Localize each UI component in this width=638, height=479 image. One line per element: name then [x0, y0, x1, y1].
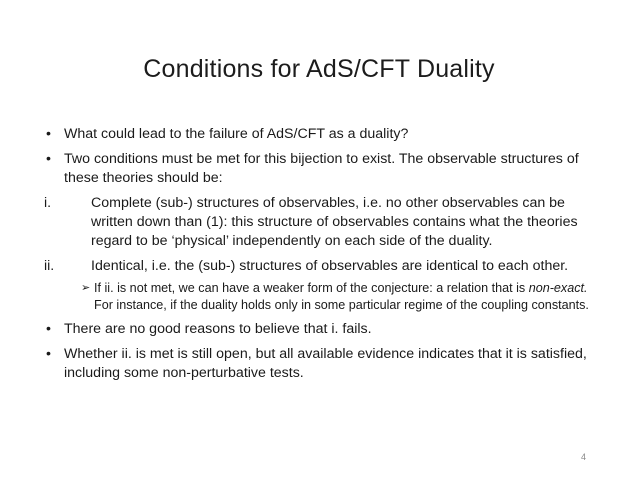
- bullet-marker: •: [46, 346, 51, 362]
- bullet-marker: •: [46, 126, 51, 142]
- bullet-text: Two conditions must be met for this bijection to exist. The observable structures of these theories should be:: [64, 151, 579, 186]
- bullet-marker: •: [46, 321, 51, 337]
- condition-item-i: [44, 194, 604, 251]
- bullet-item: [44, 125, 604, 144]
- bullet-text: Whether ii. is met is still open, but all available evidence indicates that it is satisfied, including some non-perturbative tests.: [64, 346, 587, 381]
- bullet-item: [44, 150, 604, 188]
- condition-marker: i.: [44, 195, 52, 211]
- sub-note-text-after: For instance, if the duality holds only in some particular regime of the coupling constants.: [94, 298, 589, 312]
- bullet-marker: •: [46, 151, 51, 167]
- slide-title: Conditions for AdS/CFT Duality: [143, 55, 495, 83]
- condition-text: Complete (sub-) structures of observables, i.e. no other observables can be written down than (1): this structure of observables contains what the theories regard to be ‘physical’ independently on each side of the duality.: [91, 195, 578, 249]
- bullet-item: [44, 320, 604, 339]
- sub-note-text-before: If ii. is not met, we can have a weaker form of the conjecture: a relation that is: [94, 281, 529, 295]
- page-number: 4: [580, 452, 586, 462]
- arrow-bullet-icon: ➢: [81, 282, 91, 294]
- sub-note: [81, 280, 604, 314]
- bullet-text: What could lead to the failure of AdS/CFT as a duality?: [64, 126, 409, 142]
- bullet-text: There are no good reasons to believe that i. fails.: [64, 321, 372, 337]
- condition-item-ii: [44, 257, 604, 276]
- slide-body: [44, 125, 604, 389]
- sub-note-emphasis: non-exact.: [528, 281, 588, 295]
- condition-marker: ii.: [44, 258, 55, 274]
- condition-text: Identical, i.e. the (sub-) structures of observables are identical to each other.: [91, 258, 569, 274]
- bullet-item: [44, 345, 604, 383]
